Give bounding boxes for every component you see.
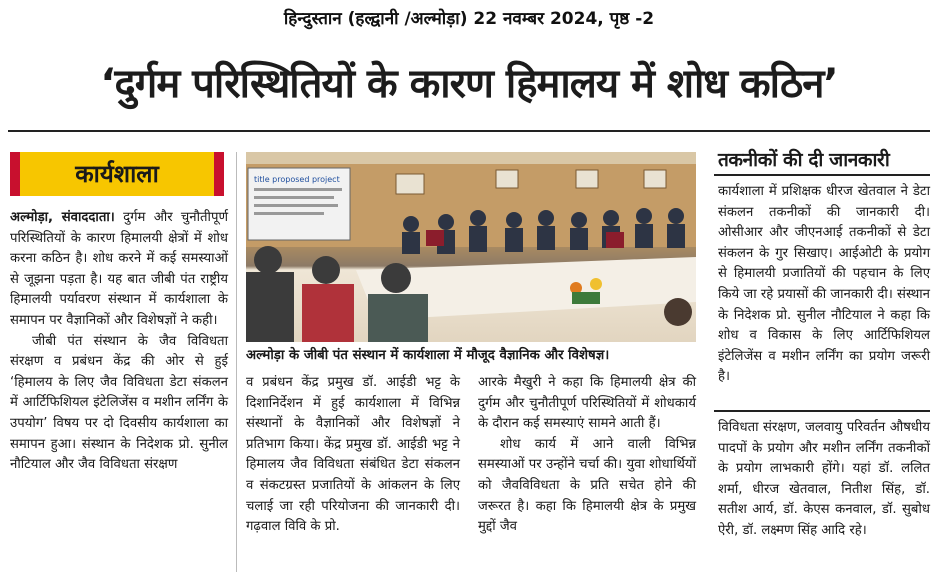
col3-paragraph-2: शोध कार्य में आने वाली विभिन्न समस्याओं पर उन्होंने चर्चा की। युवा शोधार्थियों को जैवविविधता के प्रति सचेत होने की जरूरत है। कहा कि हिमालयी क्षेत्र के प्रमुख मुद्दों जैव — [478, 436, 696, 535]
article-column-3 — [478, 373, 696, 538]
article-column-4 — [718, 418, 930, 542]
badge-bar-right — [214, 152, 224, 196]
col3-paragraph-1: आरके मैखुरी ने कहा कि हिमालयी क्षेत्र की दुर्गम और चुनौतीपूर्ण परिस्थितियों में शोधकार्य के दौरान कई समस्याएं सामने आती हैं। — [478, 375, 696, 432]
col1-paragraph-2: जीबी पंत संस्थान के जैव विविधता संरक्षण व प्रबंधन केंद्र की ओर से हुई ‘हिमालय के लिए जैव विविधता डेटा संकलन में आर्टिफिशियल इंटेलिजेंस व मशीन लर्निंग के उपयोग’ विषय पर दो दिवसीय कार्यशाला का समापन हुआ। संस्थान के निदेशक प्रो. सुनील नौटियाल और जैव विविधता संरक्षण — [10, 333, 228, 473]
sidebar-rule-bottom — [714, 410, 930, 412]
col1-paragraph-1: दुर्गम और चुनौतीपूर्ण परिस्थितियों के कारण हिमालयी क्षेत्रों में शोध करना कठिन है। शोध करने में कई समस्याओं से जूझना पड़ता है। यह बात जीबी पंत राष्ट्रीय हिमालयी पर्यावरण संस्थान में कार्यशाला के समापन पर वैज्ञानिकों और विशेषज्ञों ने कही। — [10, 210, 228, 328]
col4-paragraph: विविधता संरक्षण, जलवायु परिवर्तन औषधीय पादपों के प्रयोग और मशीन लर्निंग तकनीकों के प्रयोग लाभकारी होंगे। यहां डॉ. ललित शर्मा, धीरज खेतवाल, नितीश सिंह, डॉ. सतीश आर्य, डॉ. केएस कनवाल, डॉ. सुबोध ऐरी, डॉ. लक्ष्मण सिंह आदि रहे। — [718, 420, 930, 538]
event-photo — [246, 152, 696, 342]
headline: ‘दुर्गम परिस्थितियों के कारण हिमालय में शोध कठिन’ — [100, 61, 838, 107]
photo-caption: अल्मोड़ा के जीबी पंत संस्थान में कार्यशाला में मौजूद वैज्ञानिक और विशेषज्ञ। — [246, 348, 610, 363]
sidebar-rule-top — [714, 174, 930, 176]
headline-rule — [8, 130, 930, 132]
source-line: हिन्दुस्तान (हल्द्वानी /अल्मोड़ा) 22 नवम्बर 2024, पृष्ठ -2 — [283, 9, 655, 29]
article-column-2 — [246, 373, 460, 538]
column-divider — [236, 152, 237, 572]
sidebar-heading: तकनीकों की दी जानकारी — [718, 149, 890, 171]
sidebar-paragraph: कार्यशाला में प्रशिक्षक धीरज खेतवाल ने डेटा संकलन तकनीकों की जानकारी दी। ओसीआर और जीएनआई तकनीकों से डेटा संकलन के गुर सिखाए। आईओटी के प्रयोग से हिमालयी प्रजातियों की पहचान के लिए किये जा रहे प्रयासों की जानकारी दी। संस्थान के निदेशक प्रो. सुनील नौटियाल ने कहा कि शोध व विकास के लिए आर्टिफिशियल इंटेलिजेंस व मशीन लर्निंग का प्रयोग जरूरी है। — [718, 184, 930, 385]
dateline: अल्मोड़ा, संवाददाता। — [10, 210, 115, 225]
article-column-1 — [10, 208, 228, 476]
col2-paragraph: व प्रबंधन केंद्र प्रमुख डॉ. आईडी भट्ट के दिशानिर्देशन में हुई कार्यशाला में विभिन्न संस्थानों के वैज्ञानिकों और विशेषज्ञों ने प्रतिभाग किया। केंद्र प्रमुख डॉ. आईडी भट्ट ने हिमालय जैव विविधता संबंधित डेटा संकलन व संकटग्रस्त प्रजातियों के आंकलन के लिए चलाई जा रही परियोजना की जानकारी दी। गढ़वाल विवि के प्रो. — [246, 375, 460, 535]
meeting-room-illustration — [246, 152, 696, 342]
section-badge — [10, 152, 224, 196]
badge-label: कार्यशाला — [75, 160, 159, 188]
screen-title: title proposed project — [254, 175, 340, 184]
sidebar-body — [718, 182, 930, 388]
